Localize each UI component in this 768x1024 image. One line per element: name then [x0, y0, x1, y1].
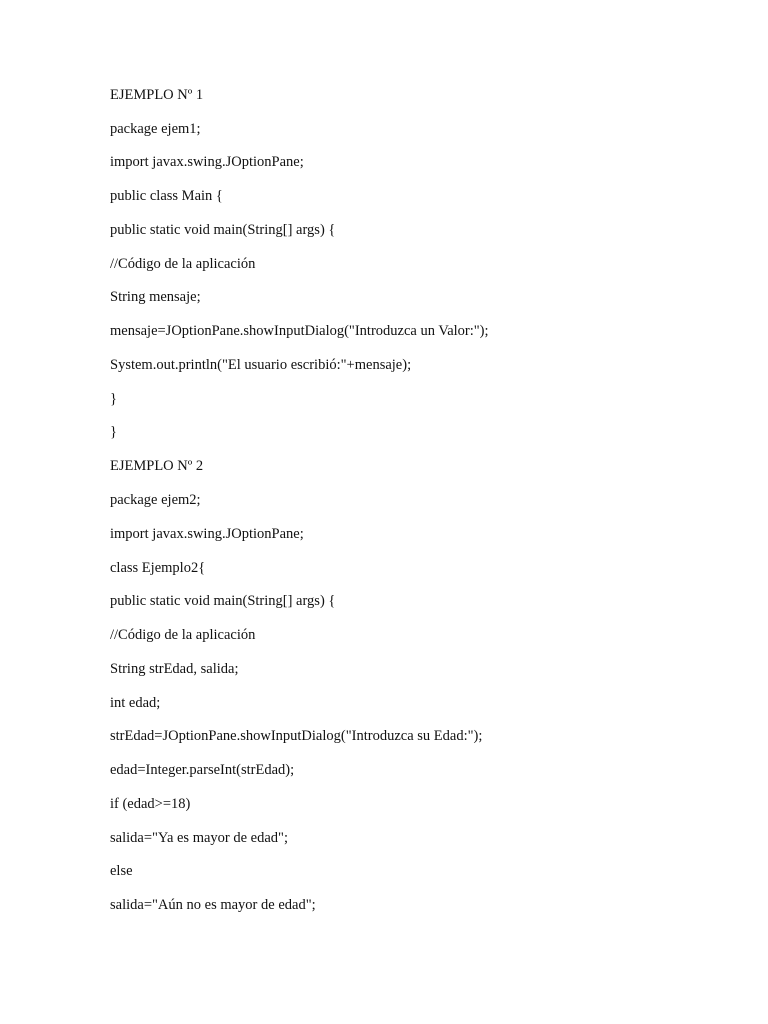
code-line: package ejem2;	[110, 492, 201, 508]
code-line: public static void main(String[] args) {	[110, 222, 336, 238]
code-line: }	[110, 424, 117, 440]
code-line: edad=Integer.parseInt(strEdad);	[110, 762, 295, 778]
code-line: salida="Ya es mayor de edad";	[110, 830, 289, 846]
code-comment: //Código de la aplicación	[110, 627, 256, 643]
code-comment: //Código de la aplicación	[110, 256, 256, 272]
code-line: if (edad>=18)	[110, 796, 191, 812]
code-line: else	[110, 863, 133, 879]
code-line: String mensaje;	[110, 289, 201, 305]
code-line: class Ejemplo2{	[110, 560, 206, 576]
code-line: int edad;	[110, 695, 161, 711]
code-line: }	[110, 391, 117, 407]
code-line: salida="Aún no es mayor de edad";	[110, 897, 316, 913]
code-line: public static void main(String[] args) {	[110, 593, 336, 609]
code-line: package ejem1;	[110, 121, 201, 137]
example-1-heading: EJEMPLO Nº 1	[110, 87, 204, 103]
code-line: System.out.println("El usuario escribió:"+mensaje);	[110, 357, 412, 373]
code-line: mensaje=JOptionPane.showInputDialog("Introduzca un Valor:");	[110, 323, 489, 339]
code-line: import javax.swing.JOptionPane;	[110, 526, 304, 542]
code-line: public class Main {	[110, 188, 223, 204]
example-2-heading: EJEMPLO Nº 2	[110, 458, 204, 474]
code-line: strEdad=JOptionPane.showInputDialog("Introduzca su Edad:");	[110, 728, 483, 744]
code-line: import javax.swing.JOptionPane;	[110, 154, 304, 170]
code-line: String strEdad, salida;	[110, 661, 239, 677]
